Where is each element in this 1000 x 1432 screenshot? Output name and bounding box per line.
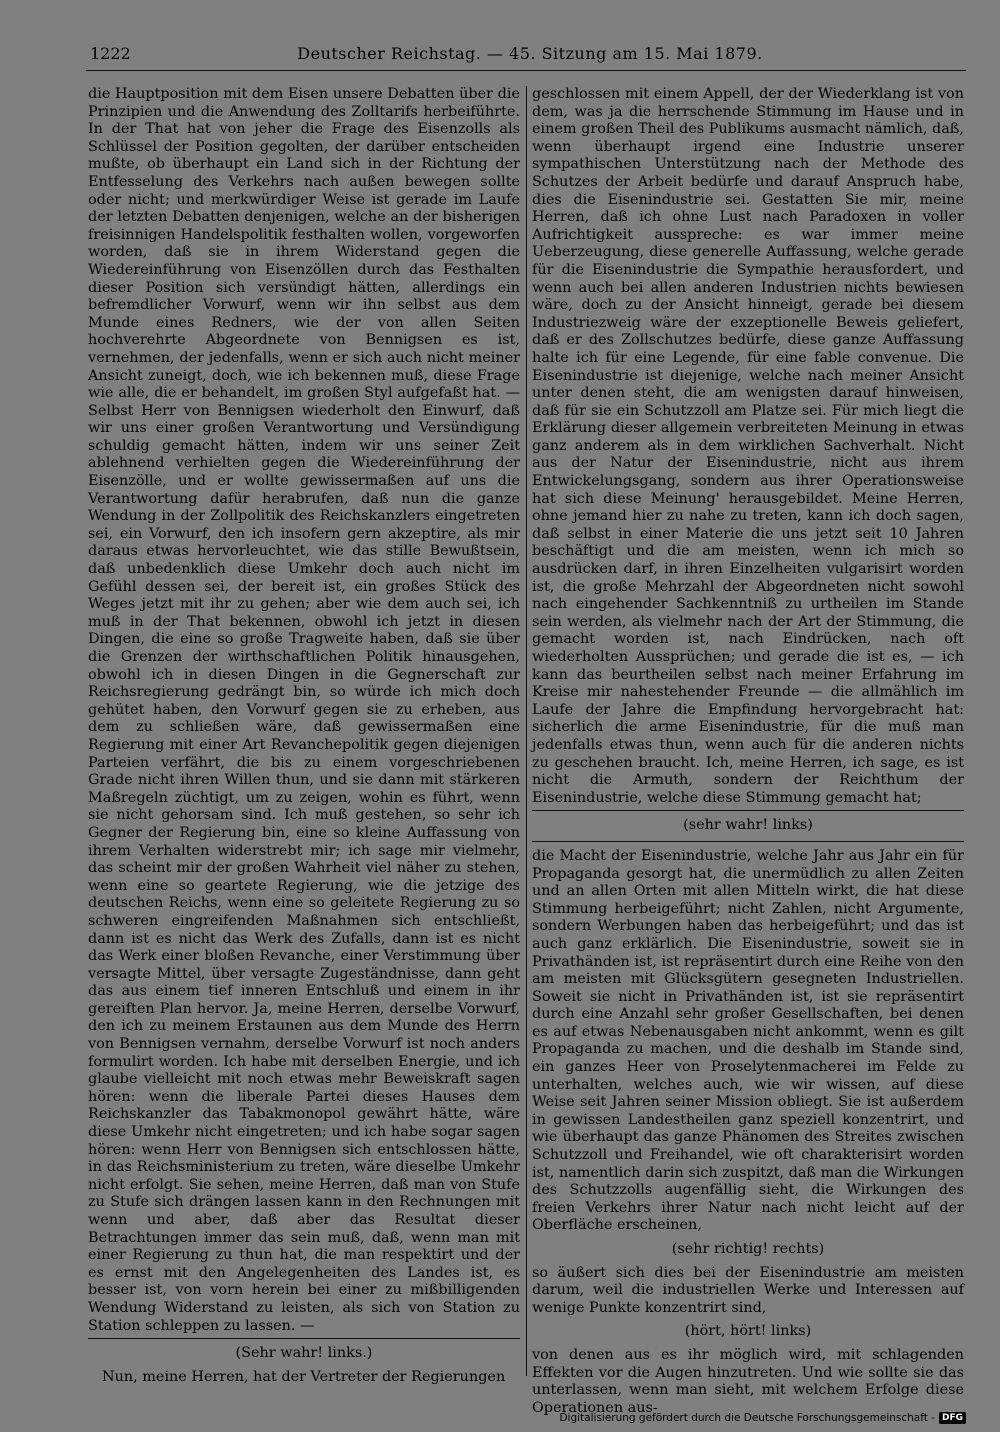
right-column-rule (532, 810, 964, 811)
right-interjection-3: (hört, hört! links) (684, 1323, 812, 1340)
right-paragraph-2: die Macht der Eisenindustrie, welche Jahr aus Jahr ein für Propaganda gesorgt hat, die unermüdlich zu allen Zeiten und an allen Orten mit allen Mitteln wirkt, die hat diese Stimmung herbeigeführt; nicht Zahlen, nicht Argumente, sondern Werbungen haben das herbeigeführt; und das ist auch ganz erklärlich. Die Eisenindustrie, soweit sie in Privathänden ist, ist repräsentirt durch eine Reihe von den am meisten mit Glücksgütern gesegneten Industriellen. Soweit sie nicht in Privathänden ist, ist sie repräsentirt durch eine Anzahl sehr großer Gesellschaften, bei denen es auf etwas Nebenausgaben nicht ankommt, wenn es gilt Propaganda zu machen, und die deshalb im Stande sind, ein ganzes Heer von Proselytenmacherei im Felde zu unterhalten, welches auch, wie wir wissen, auf diese Weise seit Jahren seiner Mission obliegt. Sie ist außerdem in gewissen Landestheilen ganz speziell konzentrirt, und wie überhaupt das ganze Phänomen des Streites zwischen Schutzzoll und Freihandel, wie oft charakterisirt worden ist, namentlich darin sich zuspitzt, daß man die Wirkungen des Schutzzolls augenfällig sieht, die Wirkungen des freien Verkehrs ihrer Natur nach nicht leicht auf der Oberfläche erscheinen, (532, 847, 964, 1234)
page-number: 1222 (90, 44, 131, 63)
footer (559, 1412, 966, 1424)
right-interjection-2: (sehr richtig! rechts) (671, 1241, 825, 1257)
left-paragraph-1: die Hauptposition mit dem Eisen unsere Debatten über die Prinzipien und die Anwendung des Zolltarifs herbeiführte. In der That hat von jeher die Frage des Eisenzolls als Schlüssel der Position gegolten, der darüber entscheiden mußte, ob überhaupt ein Land sich in der Richtung der Entfesselung des Verkehrs nach außen bewegen sollte oder nicht; und merkwürdiger Weise ist gerade im Laufe der letzten Debatten denjenigen, welche an der bisherigen freisinnigen Handelspolitik festhalten wollen, vorgeworfen worden, daß sie in ihrem Widerstand gegen die Wiedereinführung von Eisenzöllen durch das Festhalten dieser Position sich versündigt hätten, allerdings ein befremdlicher Vorwurf, wenn wir ihn selbst aus dem Munde eines Redners, wie der von allen Seiten hochverehrte Abgeordnete von Bennigsen es ist, vernehmen, der jedenfalls, wenn er sich auch nicht meiner Ansicht zuneigt, doch, wie ich bekennen muß, diese Frage wie alle, die er behandelt, im großen Styl aufgefaßt hat. — Selbst Herr von Bennigsen wiederholt den Einwurf, daß wir uns einer großen Verantwortung und Versündigung schuldig gemacht hätten, indem wir uns seiner Zeit ablehnend verhielten gegen die Wiedereinführung der Eisenzölle, und er wollte gewissermaßen auf uns die Verantwortung dafür herabrufen, daß nun die ganze Wendung in der Zollpolitik des Reichskanzlers eingetreten sei, ein Vorwurf, den ich insofern gern akzeptire, als mir daraus etwas hervorleuchtet, wie das stille Bewußtsein, daß unbedenklich diese Umkehr doch auch nicht im Gefühl dessen sei, der bereit ist, ein großes Stück des Weges jetzt mit ihr zu gehen; aber wie dem auch sei, ich muß in der That bekennen, obwohl ich jetzt in diesen Dingen, die eine so große Tragweite haben, daß sie über die Grenzen der wirthschaftlichen Politik hinausgehen, obwohl ich in diesen Dingen in die Gegnerschaft zur Reichsregierung gedrängt bin, so würde ich mich doch gehütet haben, den Vorwurf gegen sie zu erheben, aus dem zu schließen wäre, daß gewissermaßen eine Regierung mit einer Art Revanchepolitik gegen diejenigen Parteien verfährt, die bis zu einem vorgeschriebenen Grade nicht ihren Willen thun, und sie dann mit stärkeren Maßregeln züchtigt, um zu zeigen, wohin es führt, wenn sie nicht gehorsam sind. Ich muß gestehen, so sehr ich Gegner der Regierung bin, eine so kleine Auffassung von ihrem Verhalten widerstrebt mir; ich sage mir vielmehr, das scheint mir der großen Wahrheit viel näher zu stehen, wenn eine so geartete Regierung, wie die jetzige des deutschen Reichs, wenn eine so geleitete Regierung zu so schweren eingreifenden Maßnahmen sich entschließt, dann ist es nicht das Werk des Zufalls, dann ist es nicht das Werk einer bloßen Revanche, einer Verstimmung über versagte Mittel, über versagte Zugeständnisse, dann geht das aus einem tief inneren Entschluß und einem in ihr gereiften Plan hervor. Ja, meine Herren, derselbe Vorwurf, den ich zu meinem Erstaunen aus dem Munde des Herrn von Bennigsen vernahm, derselbe Vorwurf ist noch anders formulirt worden. Ich habe mit derselben Energie, und ich glaube vielleicht mit noch etwas mehr Beweiskraft sagen hören: wenn die liberale Partei dieses Hauses dem Reichskanzler das Tabakmonopol gewährt hätte, wäre diese Umkehr nicht eingetreten; und ich habe sogar sagen hören: wenn Herr von Bennigsen sich entschlossen hätte, in das Reichsministerium zu treten, wäre dieselbe Umkehr nicht erfolgt. Sie sehen, meine Herren, daß man von Stufe zu Stufe sich drängen lassen kann in den Rechnungen mit wenn und aber, daß aber das Resultat dieser Betrachtungen immer das sein muß, daß, wenn man mit einer Regierung zu thun hat, die man respektirt und der es ernst mit den Angelegenheiten des Landes ist, es besser ist, von vorn herein bei einer zu mißbilligenden Wendung Widerstand zu leisten, als sich von Station zu Station schleppen zu lassen. — (88, 86, 520, 1334)
running-head: Deutscher Reichstag. — 45. Sitzung am 15. Mai 1879. (297, 44, 763, 63)
right-column-rule-2 (532, 841, 964, 842)
right-column (532, 86, 964, 1417)
left-column (88, 86, 520, 1386)
left-interjection: (Sehr wahr! links.) (235, 1345, 373, 1362)
left-paragraph-2: Nun, meine Herren, hat der Vertreter der Regierungen (102, 1368, 506, 1385)
header-rule (86, 70, 966, 71)
left-column-rule (88, 1338, 520, 1339)
footer-credit: Digitalisierung gefördert durch die Deutsche Forschungsgemeinschaft - (559, 1412, 935, 1424)
right-paragraph-3: so äußert sich dies bei der Eisenindustrie am meisten darum, weil die industriellen Werke und Interessen auf wenige Punkte konzentrirt sind, (532, 1264, 964, 1316)
dfg-logo: DFG (939, 1412, 966, 1424)
right-interjection-1: (sehr wahr! links) (683, 817, 813, 834)
right-paragraph-1: geschlossen mit einem Appell, der der Wiederklang ist von dem, was ja die herrschende Stimmung im Hause und in einem großen Theil des Publikums ausmacht nämlich, daß, wenn überhaupt irgend eine Industrie unserer sympathischen Unterstützung nach der Methode des Schutzes der Arbeit bedürfe und darauf Anspruch habe, dies die Eisenindustrie sei. Gestatten Sie mir, meine Herren, daß ich ohne Lust nach Paradoxen in voller Aufrichtigkeit ausspreche: es war immer meine Ueberzeugung, diese generelle Auffassung, welche gerade für die Eisenindustrie die Sympathie herausfordert, und wenn auch bei allen anderen Industrien nichts bewiesen wäre, doch zu der Ansicht hinneigt, gerade bei diesem Industriezweig wäre der exzeptionelle Beweis geliefert, daß er des Zollschutzes bedürfe, diese ganze Auffassung halte ich für eine Legende, für eine fable convenue. Die Eisenindustrie ist diejenige, welche nach meiner Ansicht unter denen steht, die am wenigsten darauf hinweisen, daß für sie ein Schutzzoll am Platze sei. Für mich liegt die Erklärung dieser allgemein verbreiteten Meinung in etwas ganz anderem als in dem wirklichen Sachverhalt. Nicht aus der Natur der Eisenindustrie, nicht aus ihrem Entwickelungsgang, sondern aus ihrer Operationsweise hat sich diese Meinung' herausgebildet. Meine Herren, ohne jemand hier zu nahe zu treten, kann ich doch sagen, daß selbst in einer Materie die uns jetzt seit 10 Jahren beschäftigt und die am meisten, wenn ich mich so ausdrücken darf, in ihren Einzelheiten vulgarisirt worden ist, die große Mehrzahl der Abgeordneten nicht sowohl nach eingehender Sachkenntniß zu urtheilen im Stande sein werden, als vielmehr nach der Art der Stimmung, die gemacht worden ist, nach Eindrücken, nach oft wiederholten Aussprüchen; und gerade die ist es, — ich kann das beurtheilen selbst nach meiner Erfahrung im Kreise mir nahestehender Freunde — die allmählich im Laufe der Jahre die Empfindung hervorgebracht hat: sicherlich die arme Eisenindustrie, für die muß man jedenfalls etwas thun, wenn auch für die anderen nichts zu geschehen braucht. Ich, meine Herren, ich sage, es ist nicht die Armuth, sondern der Reichthum der Eisenindustrie, welche diese Stimmung gemacht hat; (532, 86, 964, 806)
column-divider (526, 86, 527, 1376)
right-paragraph-4: von denen aus es ihr möglich wird, mit schlagenden Effekten vor die Augen hinzutreten. Und wie sollte sie das unterlassen, wenn man sieht, mit welchem Erfolge diese Operationen aus- (532, 1346, 964, 1416)
